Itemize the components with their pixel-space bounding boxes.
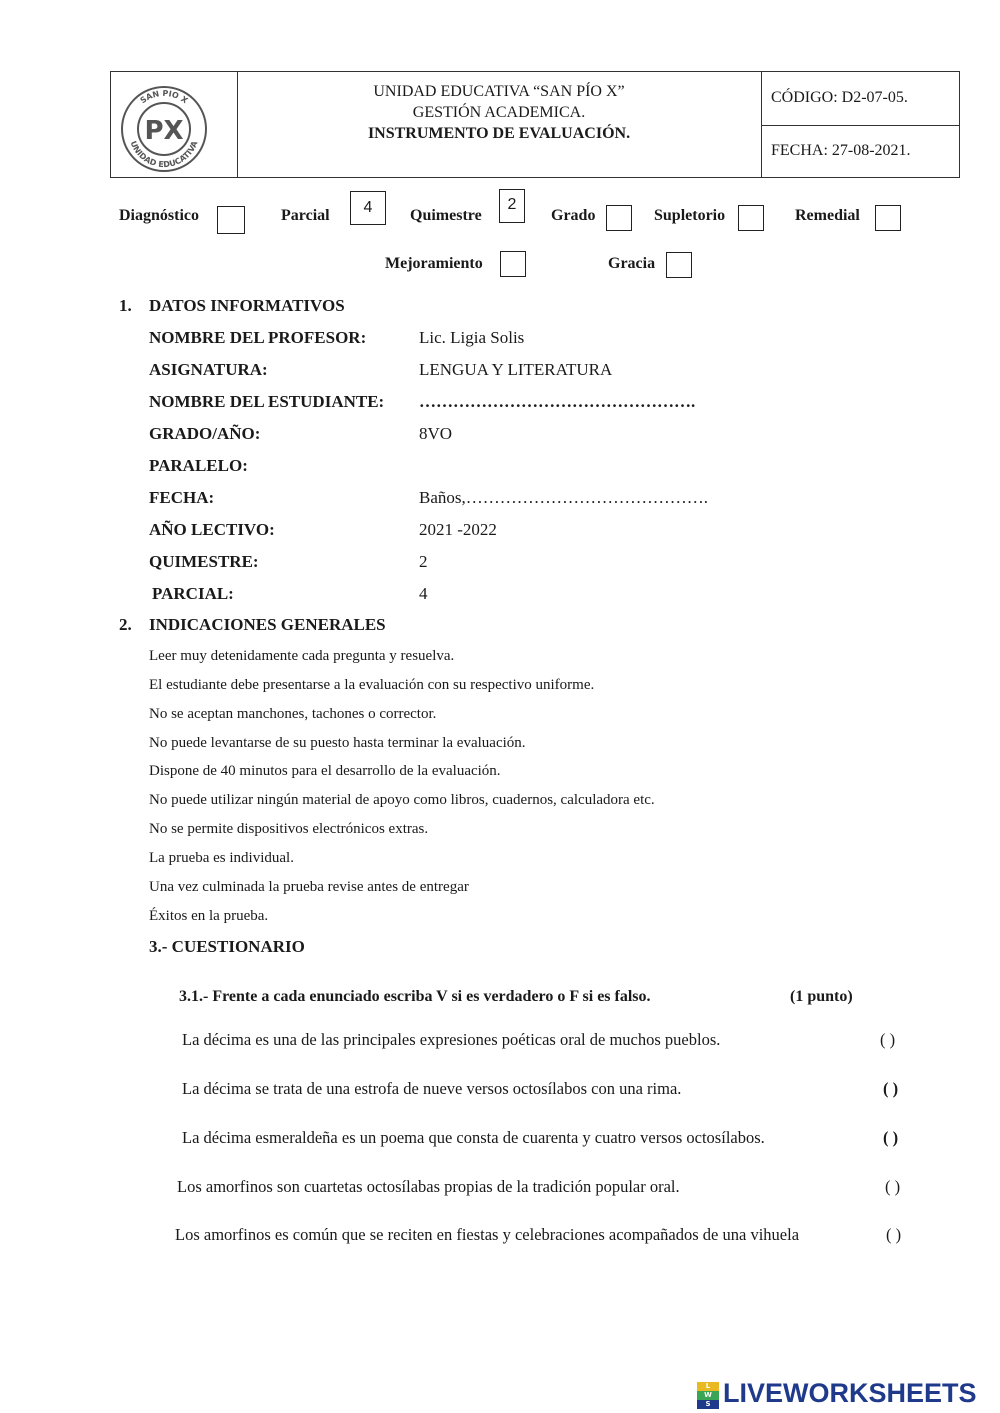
svg-text:UNIDAD EDUCATIVA: UNIDAD EDUCATIVA: [128, 139, 200, 170]
school-year-value: 2021 -2022: [419, 520, 497, 539]
instruction-item: No se permite dispositivos electrónicos extras.: [149, 821, 429, 837]
answer-blank[interactable]: ( ): [886, 1225, 902, 1244]
quimestre-label: Quimestre: [410, 207, 482, 224]
header-table: [110, 71, 960, 178]
answer-blank[interactable]: ( ): [880, 1030, 896, 1049]
section2-title: INDICACIONES GENERALES: [149, 615, 386, 634]
instruction-item: Una vez culminada la prueba revise antes de entregar: [149, 879, 469, 895]
svg-text:PX: PX: [144, 116, 184, 146]
logo-letter-s: S: [697, 1400, 719, 1409]
mejoramiento-checkbox[interactable]: [500, 251, 526, 277]
parcial-checkbox[interactable]: [350, 191, 386, 225]
document-code: CÓDIGO: D2-07-05.: [771, 89, 908, 106]
liveworksheets-watermark: [697, 1378, 997, 1412]
header-meta-cell: [762, 72, 959, 177]
diagnostico-checkbox[interactable]: [217, 206, 245, 234]
statement-text: La décima es una de las principales expresiones poéticas oral de muchos pueblos.: [182, 1030, 721, 1049]
field-label: PARALELO:: [149, 456, 248, 475]
field-label: AÑO LECTIVO:: [149, 520, 275, 539]
grado-label: Grado: [551, 207, 596, 224]
subject-value: LENGUA Y LITERATURA: [419, 360, 613, 379]
school-name: UNIDAD EDUCATIVA “SAN PÍO X”: [373, 83, 625, 100]
instruction-item: El estudiante debe presentarse a la evaluación con su respectivo uniforme.: [149, 677, 595, 693]
parcial-value: 4: [363, 199, 373, 216]
field-label: ASIGNATURA:: [149, 360, 268, 379]
question-3-1-title: 3.1.- Frente a cada enunciado escriba V si es verdadero o F si es falso.: [179, 988, 651, 1005]
logo-letter-l: L: [697, 1382, 719, 1391]
parcial-label: Parcial: [281, 207, 330, 224]
supletorio-checkbox[interactable]: [738, 205, 764, 231]
parcial-value-text: 4: [419, 584, 428, 603]
logo-cell: [111, 72, 238, 177]
liveworksheets-text: LIVEWORKSHEETS: [723, 1378, 977, 1408]
field-label: GRADO/AÑO:: [149, 424, 261, 443]
instruction-item: No se aceptan manchones, tachones o corrector.: [149, 706, 437, 722]
statement-text: Los amorfinos son cuartetas octosílabas propias de la tradición popular oral.: [177, 1177, 680, 1196]
date-field[interactable]: Baños,…………………………………….: [419, 488, 708, 507]
logo-letter-w: W: [697, 1391, 719, 1400]
answer-blank[interactable]: ( ): [885, 1177, 901, 1196]
statement-text: Los amorfinos es común que se reciten en fiestas y celebraciones acompañados de una vihuela: [175, 1225, 800, 1244]
field-label: PARCIAL:: [152, 584, 234, 603]
section1-title: DATOS INFORMATIVOS: [149, 296, 345, 315]
field-label: NOMBRE DEL PROFESOR:: [149, 328, 367, 347]
document-date: FECHA: 27-08-2021.: [771, 142, 911, 159]
instruction-item: La prueba es individual.: [149, 850, 294, 866]
field-label: QUIMESTRE:: [149, 552, 259, 571]
code-cell: [762, 72, 959, 126]
question-3-1-points: (1 punto): [790, 988, 853, 1005]
header-title-cell: [237, 72, 762, 177]
department-name: GESTIÓN ACADEMICA.: [412, 104, 586, 121]
svg-text:SAN PIO X: SAN PIO X: [138, 88, 190, 106]
grado-checkbox[interactable]: [606, 205, 632, 231]
section1-number: 1.: [119, 296, 132, 315]
instruction-item: No puede utilizar ningún material de apoyo como libros, cuadernos, calculadora etc.: [149, 792, 655, 808]
supletorio-label: Supletorio: [654, 207, 726, 224]
instruction-item: Éxitos en la prueba.: [149, 908, 269, 924]
instruction-item: No puede levantarse de su puesto hasta terminar la evaluación.: [149, 735, 526, 751]
mejoramiento-label: Mejoramiento: [385, 255, 483, 272]
section3-title: 3.- CUESTIONARIO: [149, 937, 305, 956]
field-label: FECHA:: [149, 488, 215, 507]
gracia-label: Gracia: [608, 255, 656, 272]
teacher-name: Lic. Ligia Solis: [419, 328, 525, 347]
student-name-field[interactable]: ………………………………………….: [419, 392, 696, 411]
remedial-label: Remedial: [795, 207, 860, 224]
statement-text: La décima se trata de una estrofa de nueve versos octosílabos con una rima.: [182, 1079, 682, 1098]
instruction-item: Leer muy detenidamente cada pregunta y resuelva.: [149, 648, 455, 664]
quimestre-checkbox[interactable]: [499, 189, 525, 223]
section2-number: 2.: [119, 615, 132, 634]
grade-value: 8VO: [419, 424, 453, 443]
quimestre-value-text: 2: [419, 552, 428, 571]
answer-blank[interactable]: ( ): [883, 1079, 899, 1098]
field-label: NOMBRE DEL ESTUDIANTE:: [149, 392, 385, 411]
statement-text: La décima esmeraldeña es un poema que consta de cuarenta y cuatro versos octosílabos.: [182, 1128, 765, 1147]
answer-blank[interactable]: ( ): [883, 1128, 899, 1147]
quimestre-value: 2: [507, 196, 517, 213]
instrument-title: INSTRUMENTO DE EVALUACIÓN.: [367, 125, 631, 142]
instruction-item: Dispone de 40 minutos para el desarrollo de la evaluación.: [149, 763, 501, 779]
liveworksheets-logo-icon: [697, 1382, 719, 1409]
remedial-checkbox[interactable]: [875, 205, 901, 231]
diagnostico-label: Diagnóstico: [119, 207, 199, 224]
gracia-checkbox[interactable]: [666, 252, 692, 278]
school-logo: [119, 84, 209, 174]
